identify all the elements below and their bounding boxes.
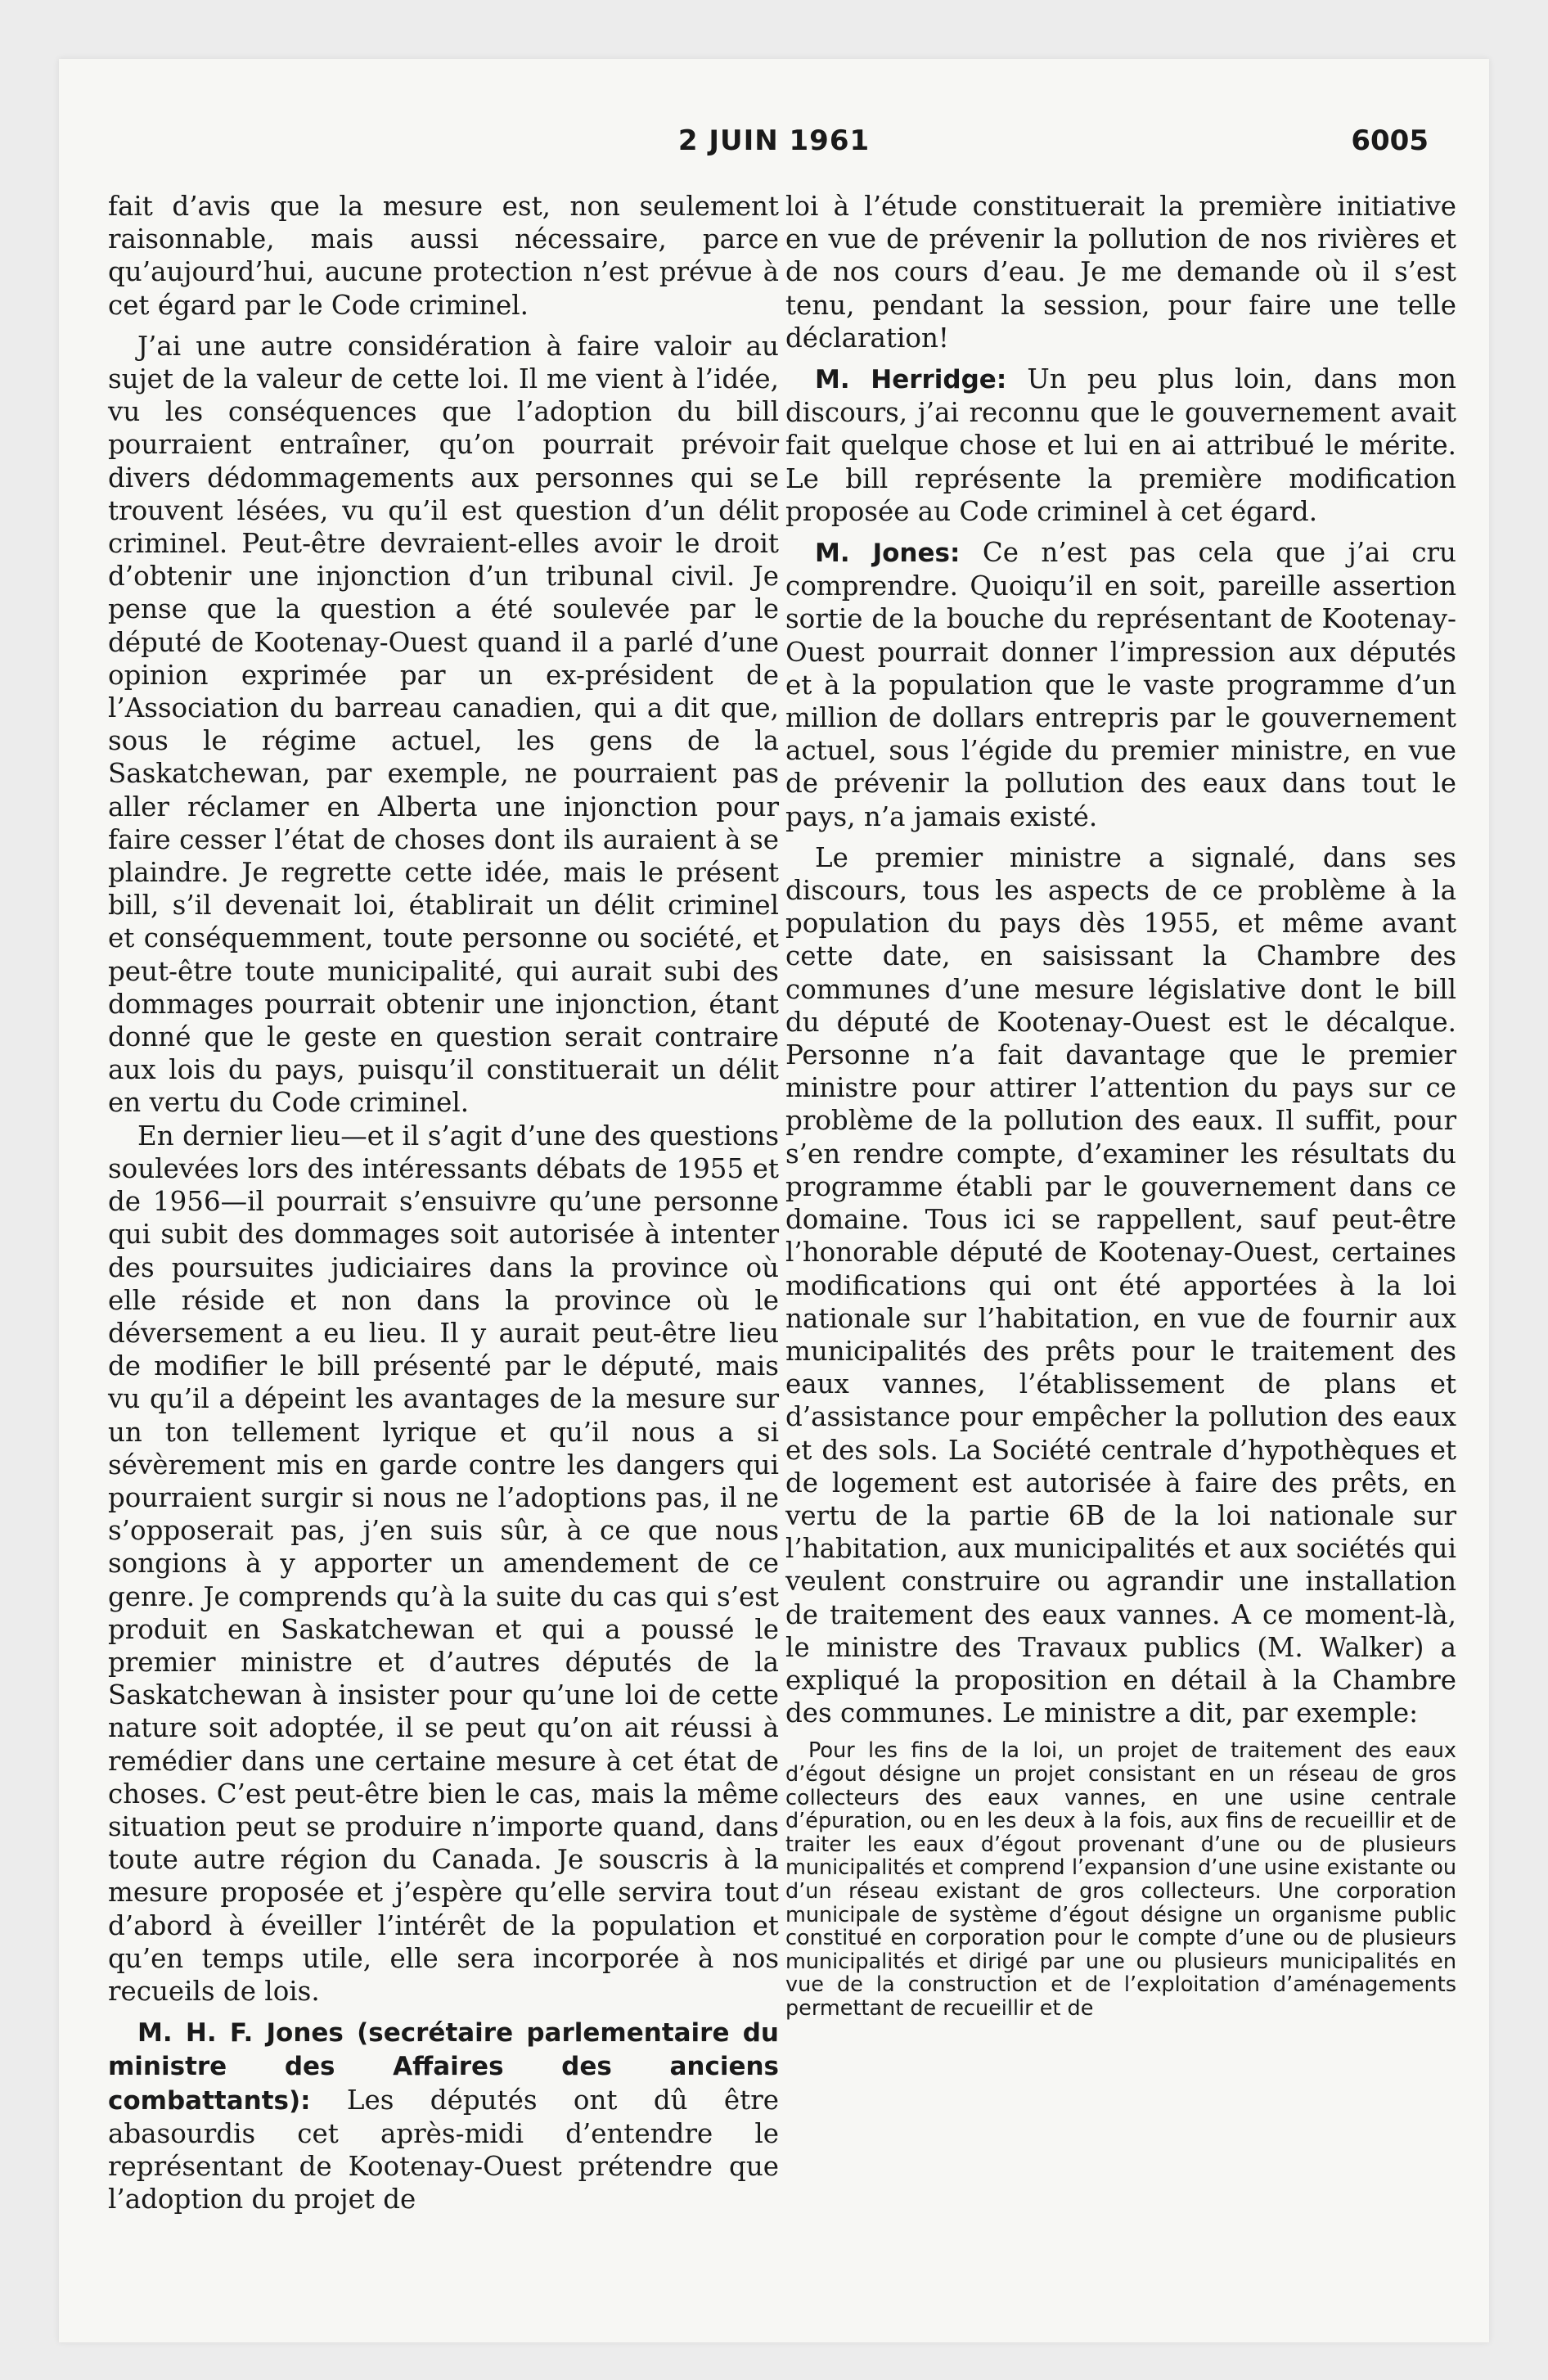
page-number: 6005: [1351, 124, 1429, 157]
speech-text: Un peu plus loin, dans mon discours, j’ai reconnu que le gouvernement avait fait quelque chose et lui en ai attribué le mérite. Le bill représente la première modification proposée au Code criminel à cet égard.: [785, 363, 1456, 527]
page-header: [59, 124, 1489, 174]
paragraph: J’ai une autre considération à faire valoir au sujet de la valeur de cette loi. Il me vient à l’idée, vu les conséquences que l’adoption du bill pourraient entraîner, qu’on pourrait prévoir divers dédommagements aux personnes qui se trouvent lésées, vu qu’il est question d’un délit criminel. Peut-être devraient-elles avoir le droit d’obtenir une injonction d’un tribunal civil. Je pense que la question a été soulevée par le député de Kootenay-Ouest quand il a parlé d’une opinion exprimée par un ex-président de l’Association du barreau canadien, qui a dit que, sous le régime actuel, les gens de la Saskatchewan, par exemple, ne pourraient pas aller réclamer en Alberta une injonction pour faire cesser l’état de choses dont ils auraient à se plaindre. Je regrette cette idée, mais le présent bill, s’il devenait loi, établirait un délit criminel et conséquemment, toute personne ou société, et peut-être toute municipalité, qui aurait subi des dommages pourrait obtenir une injonction, étant donné que le geste en question serait contraire aux lois du pays, puisqu’il constituerait un délit en vertu du Code criminel.: [108, 330, 779, 1119]
speech-paragraph: [785, 363, 1456, 528]
paragraph: fait d’avis que la mesure est, non seulement raisonnable, mais aussi nécessaire, parce qu’aujourd’hui, aucune protection n’est prévue à cet égard par le Code criminel.: [108, 191, 779, 321]
speech-paragraph: [108, 2016, 779, 2215]
document-page: [59, 59, 1489, 2342]
speech-paragraph: [785, 536, 1456, 833]
paragraph: Le premier ministre a signalé, dans ses discours, tous les aspects de ce problème à la population du pays dès 1955, et même avant cette date, en saisissant la Chambre des communes d’une mesure législative dont le bill du député de Kootenay-Ouest est le décalque. Personne n’a fait davantage que le premier ministre pour attirer l’attention du pays sur ce problème de la pollution des eaux. Il suffit, pour s’en rendre compte, d’examiner les résultats du programme établi par le gouvernement dans ce domaine. Tous ici se rappellent, sauf peut-être l’honorable député de Kootenay-Ouest, certaines modifications qui ont été apportées à la loi nationale sur l’habitation, en vue de fournir aux municipalités des prêts pour le traitement des eaux vannes, l’établissement de plans et d’assistance pour empêcher la pollution des eaux et des sols. La Société centrale d’hypothèques et de logement est autorisée à faire des prêts, en vertu de la partie 6B de la loi nationale sur l’habitation, aux municipalités et aux sociétés qui veulent construire ou agrandir une installation de traitement des eaux vannes. A ce moment-là, le ministre des Travaux publics (M. Walker) a expliqué la proposition en détail à la Chambre des communes. Le ministre a dit, par exemple:: [785, 841, 1456, 1729]
speech-text: Ce n’est pas cela que j’ai cru comprendre. Quoiqu’il en soit, pareille assertion sortie de la bouche du représentant de Kootenay-Ouest pourrait donner l’impression aux députés et à la population que le vaste programme d’un million de dollars entrepris par le gouvernement actuel, sous l’égide du premier ministre, en vue de prévenir la pollution des eaux dans tout le pays, n’a jamais existé.: [785, 537, 1456, 832]
paragraph: loi à l’étude constituerait la première initiative en vue de prévenir la pollution de nos rivières et de nos cours d’eau. Je me demande où il s’est tenu, pendant la session, pour faire une telle déclaration!: [785, 191, 1456, 354]
right-column: [785, 190, 1456, 2020]
page-date: 2 JUIN 1961: [677, 124, 871, 157]
block-quote: Pour les fins de la loi, un projet de traitement des eaux d’égout désigne un projet consistant en un réseau de gros collecteurs des eaux vannes, en une usine centrale d’épuration, ou en les deux à la fois, aux fins de recueillir et de traiter les eaux d’égout provenant d’une ou de plusieurs municipalités et comprend l’expansion d’une usine existante ou d’un réseau existant de gros collecteurs. Une corporation municipale de système d’égout désigne un organisme public constitué en corporation pour le compte d’une ou de plusieurs municipalités et dirigé par une ou plusieurs municipalités en vue de la construction et de l’exploitation d’aménagements permettant de recueillir et de: [785, 1738, 1456, 2021]
speaker-name: M. Herridge:: [815, 365, 1007, 395]
speaker-name: M. Jones:: [815, 539, 961, 569]
speaker-name: M. H. F. Jones (secrétaire parlementaire du ministre des Affaires des anciens combattants):: [108, 2018, 779, 2116]
left-column: [108, 190, 779, 2215]
speech-text: Les députés ont dû être abasourdis cet après-midi d’entendre le représentant de Kootenay-Ouest prétendre que l’adoption du projet de: [108, 2084, 779, 2215]
paragraph: En dernier lieu—et il s’agit d’une des questions soulevées lors des intéressants débats de 1955 et de 1956—il pourrait s’ensuivre qu’une personne qui subit des dommages soit autorisée à intenter des poursuites judiciaires dans la province où elle réside et non dans la province où le déversement a eu lieu. Il y aurait peut-être lieu de modifier le bill présenté par le député, mais vu qu’il a dépeint les avantages de la mesure sur un ton tellement lyrique et qu’il nous a si sévèrement mis en garde contre les dangers qui pourraient surgir si nous ne l’adoptions pas, il ne s’opposerait pas, j’en suis sûr, à ce que nous songions à y apporter un amendement de ce genre. Je comprends qu’à la suite du cas qui s’est produit en Saskatchewan et qui a poussé le premier ministre et d’autres députés de la Saskatchewan à insister pour qu’une loi de cette nature soit adoptée, il se peut qu’on ait réussi à remédier dans une certaine mesure à cet état de choses. C’est peut-être bien le cas, mais la même situation peut se produire n’importe quand, dans toute autre région du Canada. Je souscris à la mesure proposée et j’espère qu’elle servira tout d’abord à éveiller l’intérêt de la population et qu’en temps utile, elle sera incorporée à nos recueils de lois.: [108, 1120, 779, 2007]
